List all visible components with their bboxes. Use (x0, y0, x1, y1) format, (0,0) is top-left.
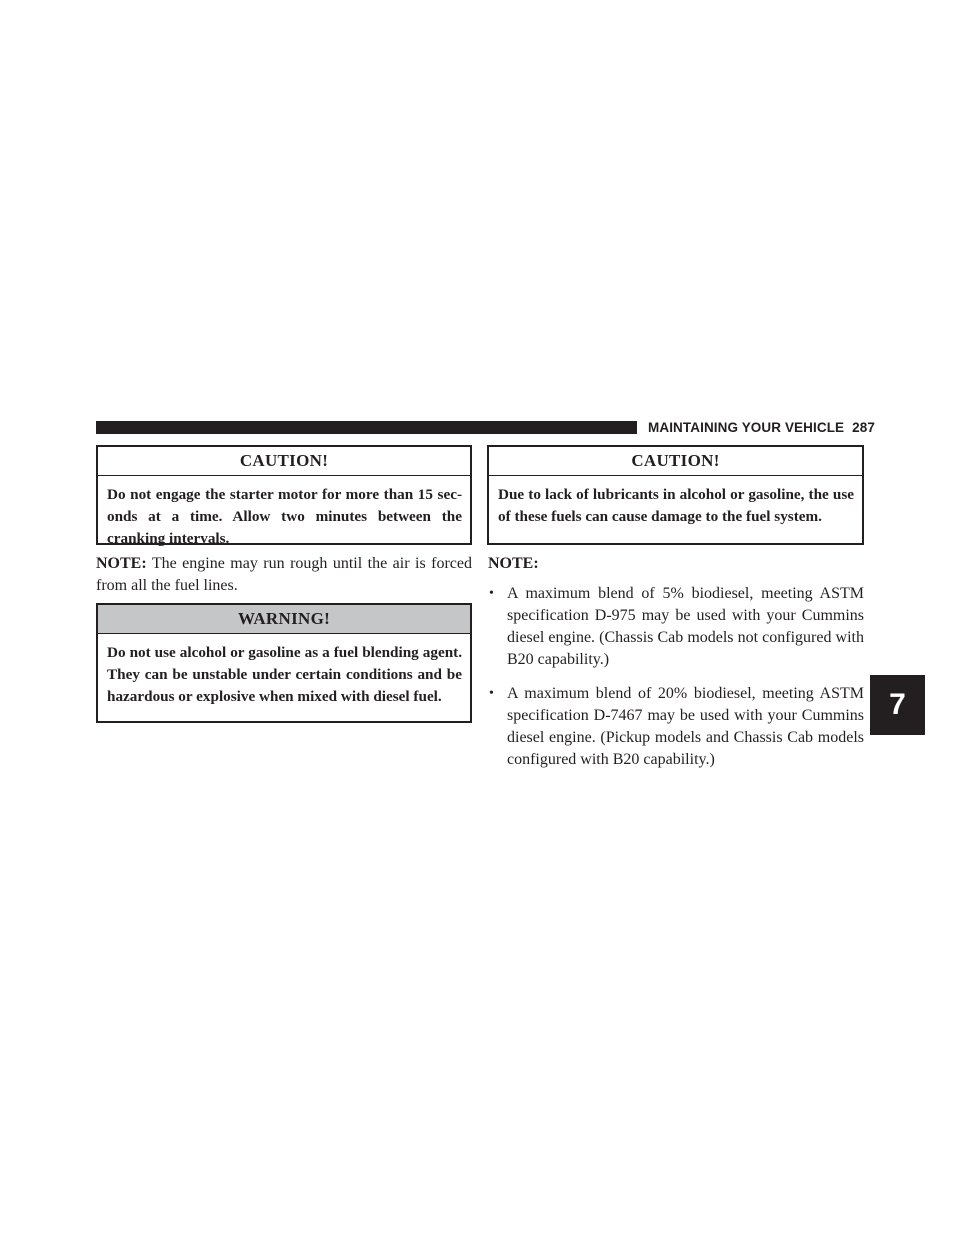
running-header (648, 419, 875, 436)
warning-title: WARNING! (98, 605, 470, 634)
caution-box-right (487, 445, 864, 545)
chapter-tab: 7 (870, 675, 925, 735)
list-item (489, 683, 864, 771)
list-item-text: A maximum blend of 5% biodiesel, meeting ASTM specification D-975 may be used with your Cummins diesel engine. (Chassis Cab models not configured with B20 capability.) (507, 585, 864, 668)
section-title: MAINTAINING YOUR VEHICLE (648, 420, 845, 435)
note-heading: NOTE: (488, 555, 539, 572)
list-item (489, 583, 864, 671)
bullet-icon: • (489, 586, 494, 601)
caution-body: Due to lack of lubricants in alcohol or gasoline, the use of these fuels can cause damage to the fuel system. (498, 486, 854, 525)
warning-body: Do not use alcohol or gasoline as a fuel blending agent. They can be unstable under certain conditions and be hazardous or explosive when mixed with diesel fuel. (107, 644, 462, 705)
list-item-text: A maximum blend of 20% biodiesel, meeting ASTM specification D-7467 may be used with your Cummins diesel engine. (Pickup models and Chassis Cab models configured with B20 capability.) (507, 685, 864, 768)
note-text: The engine may run rough until the air is forced from all the fuel lines. (96, 555, 472, 594)
warning-box (96, 603, 472, 723)
caution-body: Do not engage the starter motor for more than 15 sec-onds at a time. Allow two minutes between the cranking intervals. (107, 486, 462, 547)
header-rule (96, 421, 637, 434)
caution-title: CAUTION! (489, 447, 862, 476)
bullet-icon: • (489, 686, 494, 701)
caution-box-left (96, 445, 472, 545)
note-paragraph (96, 553, 472, 597)
caution-title: CAUTION! (98, 447, 470, 476)
biodiesel-list (489, 583, 864, 783)
page-number: 287 (852, 420, 875, 435)
note-label: NOTE: (96, 555, 147, 572)
